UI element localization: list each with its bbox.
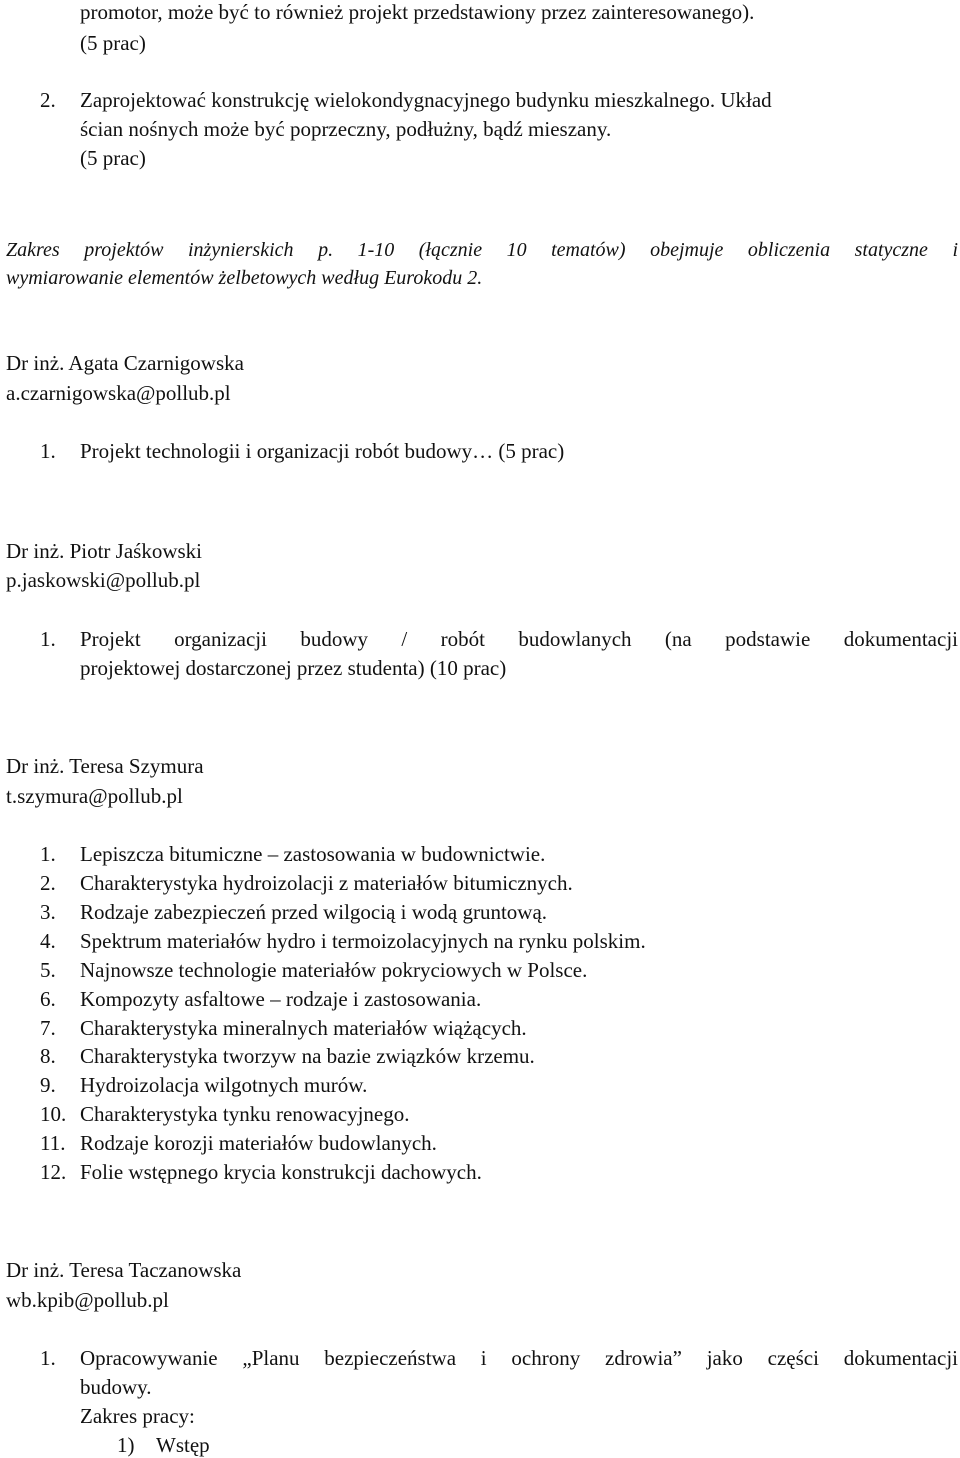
item-number: 1. [40, 439, 56, 463]
author-name: Dr inż. Agata Czarnigowska [6, 351, 244, 375]
item-text: Charakterystyka mineralnych materiałów wiążących. [80, 1016, 527, 1040]
item-text: Najnowsze technologie materiałów pokryciowych w Polsce. [80, 958, 588, 982]
item-number: 4. [40, 929, 56, 953]
continuation-count: (5 prac) [80, 31, 146, 55]
item-text: Rodzaje zabezpieczeń przed wilgocią i wodą gruntową. [80, 900, 548, 924]
item-text: Zaprojektować konstrukcję wielokondygnacyjnego budynku mieszkalnego. Układ [80, 88, 772, 112]
item-number: 1. [40, 1346, 56, 1370]
item-text: Projekt technologii i organizacji robót budowy… (5 prac) [80, 439, 565, 463]
item-number: 2. [40, 871, 56, 895]
item-number: 1. [40, 627, 56, 651]
item-text-continued: ścian nośnych może być poprzeczny, podłużny, bądź mieszany. [80, 117, 612, 141]
item-text: Charakterystyka tworzyw na bazie związków krzemu. [80, 1044, 535, 1068]
item-text: Folie wstępnego krycia konstrukcji dachowych. [80, 1160, 482, 1184]
sub-item-text: Wstęp [156, 1433, 210, 1457]
item-text: Kompozyty asfaltowe – rodzaje i zastosowania. [80, 987, 482, 1011]
item-count: (5 prac) [80, 146, 146, 170]
sub-item-number: 1) [117, 1433, 135, 1457]
author-name: Dr inż. Teresa Szymura [6, 754, 204, 778]
item-number: 11. [40, 1131, 66, 1155]
scope-rest: p. 1-10 (łącznie 10 tematów) obejmuje obliczenia statyczne i [318, 239, 959, 261]
item-text: Projekt organizacji budowy / robót budowlanych (na podstawie dokumentacji [80, 627, 958, 651]
item-text: Opracowywanie „Planu bezpieczeństwa i ochrony zdrowia” jako części dokumentacji [80, 1346, 958, 1370]
item-number: 1. [40, 842, 56, 866]
author-name: Dr inż. Teresa Taczanowska [6, 1258, 242, 1282]
item-text: Hydroizolacja wilgotnych murów. [80, 1073, 368, 1097]
author-email[interactable]: wb.kpib@pollub.pl [6, 1288, 169, 1312]
author-email[interactable]: t.szymura@pollub.pl [6, 784, 183, 808]
item-number: 2. [40, 88, 56, 112]
item-text: Charakterystyka tynku renowacyjnego. [80, 1102, 410, 1126]
author-email[interactable]: a.czarnigowska@pollub.pl [6, 381, 231, 405]
item-text-continued: budowy. [80, 1375, 152, 1399]
scope-line-2: wymiarowanie elementów żelbetowych według Eurokodu 2. [6, 267, 483, 289]
item-text: Lepiszcza bitumiczne – zastosowania w budownictwie. [80, 842, 546, 866]
item-number: 8. [40, 1044, 56, 1068]
continuation-line: promotor, może być to również projekt przedstawiony przez zainteresowanego). [80, 0, 755, 24]
item-number: 5. [40, 958, 56, 982]
item-number: 6. [40, 987, 56, 1011]
item-number: 7. [40, 1016, 56, 1040]
item-text: Rodzaje korozji materiałów budowlanych. [80, 1131, 437, 1155]
scope-paragraph [6, 240, 958, 260]
scope-label: Zakres pracy: [80, 1404, 195, 1428]
item-number: 3. [40, 900, 56, 924]
author-name: Dr inż. Piotr Jaśkowski [6, 539, 202, 563]
item-number: 9. [40, 1073, 56, 1097]
item-number: 10. [40, 1102, 67, 1126]
author-email[interactable]: p.jaskowski@pollub.pl [6, 568, 201, 592]
item-text: Charakterystyka hydroizolacji z materiałów bitumicznych. [80, 871, 573, 895]
item-number: 12. [40, 1160, 67, 1184]
item-text-continued: projektowej dostarczonej przez studenta) (10 prac) [80, 656, 507, 680]
item-text: Spektrum materiałów hydro i termoizolacyjnych na rynku polskim. [80, 929, 646, 953]
scope-lead: Zakres projektów inżynierskich [6, 239, 294, 261]
